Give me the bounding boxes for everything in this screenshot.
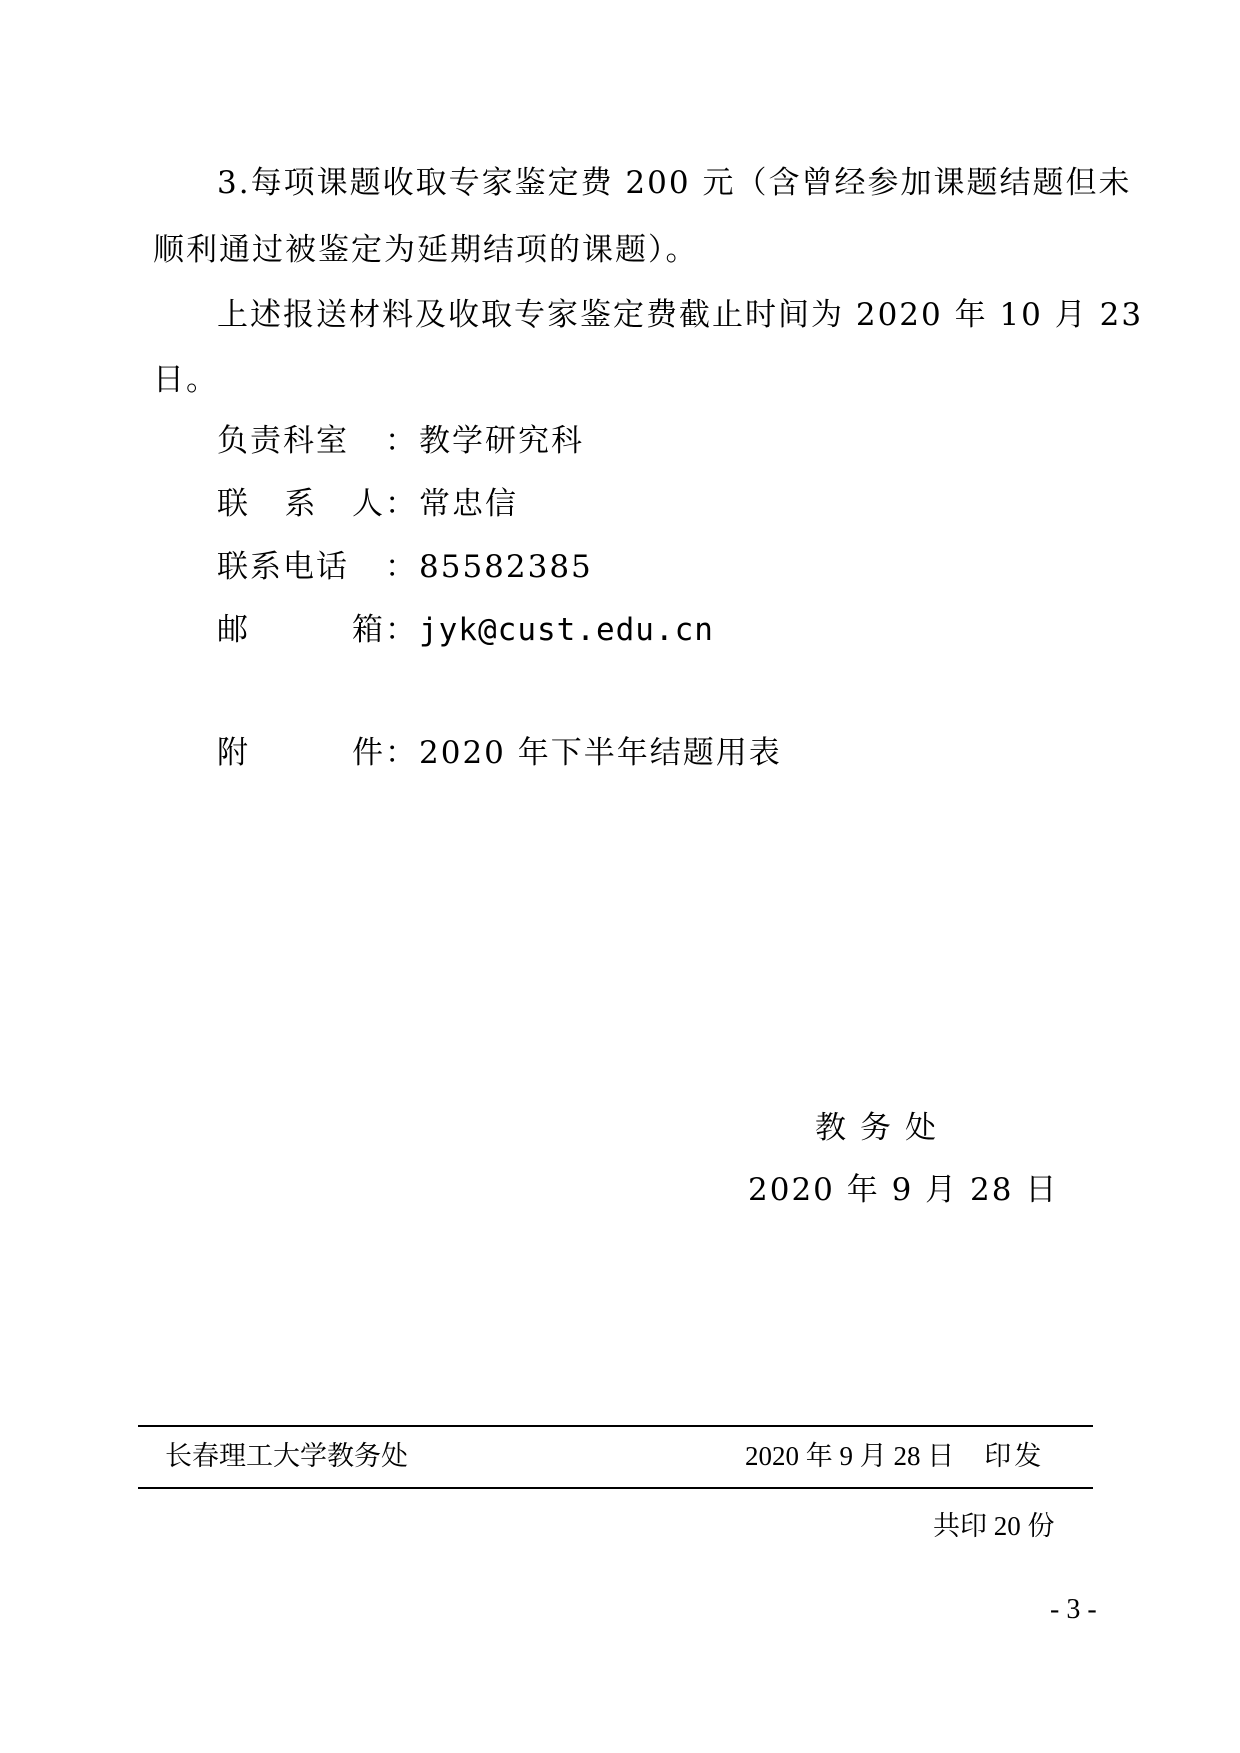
deadline-line1: 上述报送材料及收取专家鉴定费截止时间为 2020 年 10 月 23 — [217, 297, 1144, 333]
footer-issue-info — [745, 1438, 1044, 1474]
person-label-char: 联 — [217, 486, 250, 522]
footer-issue-date: 2020 年 9 月 28 日 — [745, 1441, 955, 1471]
email-label-char: 邮 — [217, 612, 250, 648]
office-value: 教学研究科 — [419, 423, 584, 459]
attachment — [217, 733, 782, 773]
email-value: jyk@cust.edu.cn — [419, 612, 714, 648]
office-label: 负责科室 — [217, 423, 349, 459]
person-separator: ： — [385, 486, 418, 522]
footer-rule-top — [138, 1425, 1093, 1427]
item3-line2: 顺利通过被鉴定为延期结项的课题）。 — [153, 232, 699, 268]
footer-issuer: 长春理工大学教务处 — [165, 1441, 408, 1471]
attachment-label-char: 件 — [352, 735, 385, 771]
contact-person — [217, 484, 518, 524]
person-label — [217, 484, 385, 524]
attachment-value: 2020 年下半年结题用表 — [419, 735, 782, 771]
contact-email — [217, 610, 714, 650]
email-separator: ： — [385, 612, 418, 648]
phone-label: 联系电话 — [217, 549, 349, 585]
phone-separator: ： — [385, 549, 418, 585]
attachment-label — [217, 733, 385, 773]
attachment-separator: ： — [385, 735, 418, 771]
page-number: - 3 - — [1050, 1594, 1097, 1625]
contact-office — [217, 421, 584, 461]
attachment-label-char: 附 — [217, 735, 250, 771]
person-label-char: 人 — [352, 486, 385, 522]
person-label-char: 系 — [284, 486, 318, 522]
phone-value: 85582385 — [419, 549, 593, 585]
email-label-char: 箱 — [352, 612, 385, 648]
office-separator: ： — [385, 423, 418, 459]
footer-issue-verb: 印发 — [984, 1441, 1045, 1471]
deadline-line2: 日。 — [153, 362, 219, 398]
footer-rule-bottom — [138, 1487, 1093, 1489]
footer-copies: 共印 20 份 — [933, 1511, 1055, 1541]
item3-line1: 3.每项课题收取专家鉴定费 200 元（含曾经参加课题结题但未 — [217, 165, 1132, 201]
contact-phone — [217, 547, 593, 587]
email-label — [217, 610, 385, 650]
signature-org: 教务处 — [815, 1110, 950, 1146]
signature-date: 2020 年 9 月 28 日 — [748, 1172, 1059, 1208]
person-value: 常忠信 — [419, 486, 518, 522]
